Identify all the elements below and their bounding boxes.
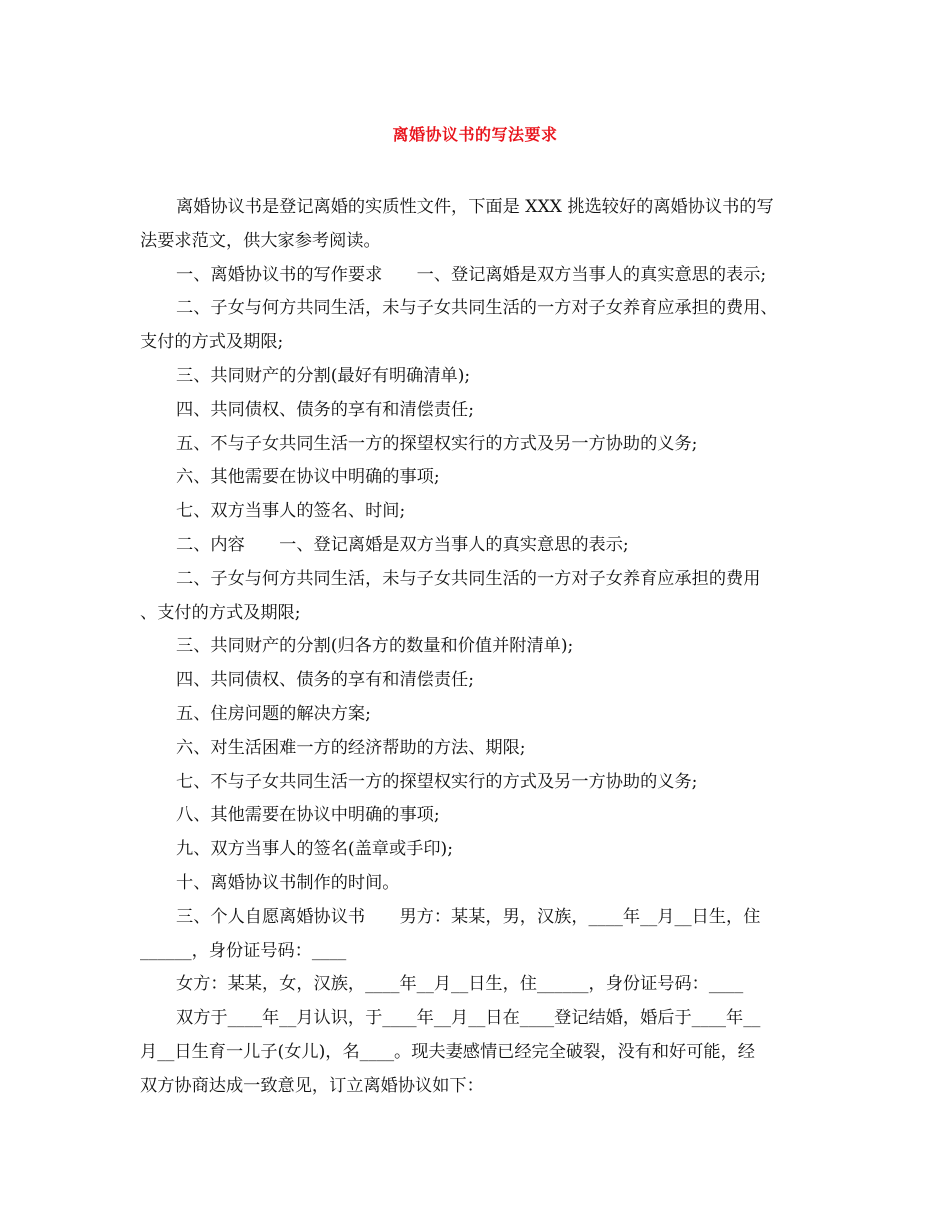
document-line: 四、共同债权、债务的享有和清偿责任; — [176, 670, 474, 691]
document-line: 六、对生活困难一方的经济帮助的方法、期限; — [176, 737, 526, 758]
document-line: 双方于____年__月认识，于____年__月__日在____登记结婚，婚后于____年__ — [176, 1008, 761, 1029]
document-line: 支付的方式及期限; — [140, 332, 284, 353]
document-line: 三、共同财产的分割(归各方的数量和价值并附清单); — [176, 636, 574, 657]
document-line: 九、双方当事人的签名(盖章或手印); — [176, 839, 454, 860]
document-line: 三、共同财产的分割(最好有明确清单); — [176, 365, 471, 386]
document-line: 二、内容 一、登记离婚是双方当事人的真实意思的表示; — [176, 534, 629, 555]
document-line: ______，身份证号码：____ — [140, 940, 347, 961]
document-line: 七、不与子女共同生活一方的探望权实行的方式及另一方协助的义务; — [176, 771, 698, 792]
document-line: 八、其他需要在协议中明确的事项; — [176, 805, 440, 826]
document-line: 、支付的方式及期限; — [140, 602, 301, 623]
document-title: 离婚协议书的写法要求 — [392, 125, 558, 144]
document-line: 一、离婚协议书的写作要求 一、登记离婚是双方当事人的真实意思的表示; — [176, 264, 767, 285]
document-line: 二、子女与何方共同生活，未与子女共同生活的一方对子女养育应承担的费用、 — [176, 298, 778, 319]
document-line: 三、个人自愿离婚协议书 男方：某某，男，汉族，____年__月__日生，住 — [176, 906, 761, 927]
document-line: 月__日生育一儿子(女儿)，名____。现夫妻感情已经完全破裂，没有和好可能，经 — [140, 1041, 755, 1062]
document-line: 四、共同债权、债务的享有和清偿责任; — [176, 399, 474, 420]
document-line: 女方：某某，女，汉族，____年__月__日生，住______，身份证号码：____ — [176, 974, 744, 995]
document-line: 十、离婚协议书制作的时间。 — [176, 872, 400, 893]
document-line: 七、双方当事人的签名、时间; — [176, 501, 406, 522]
document-line: 五、不与子女共同生活一方的探望权实行的方式及另一方协助的义务; — [176, 433, 698, 454]
document-line: 二、子女与何方共同生活，未与子女共同生活的一方对子女养育应承担的费用 — [176, 568, 761, 589]
document-line: 双方协商达成一致意见，订立离婚协议如下： — [140, 1075, 484, 1096]
document-body — [140, 191, 820, 1104]
document-line: 法要求范文，供大家参考阅读。 — [140, 230, 381, 251]
document-line: 五、住房问题的解决方案; — [176, 703, 371, 724]
document-line: 六、其他需要在协议中明确的事项; — [176, 467, 440, 488]
document-line: 离婚协议书是登记离婚的实质性文件，下面是 XXX 挑选较好的离婚协议书的写 — [176, 197, 774, 217]
